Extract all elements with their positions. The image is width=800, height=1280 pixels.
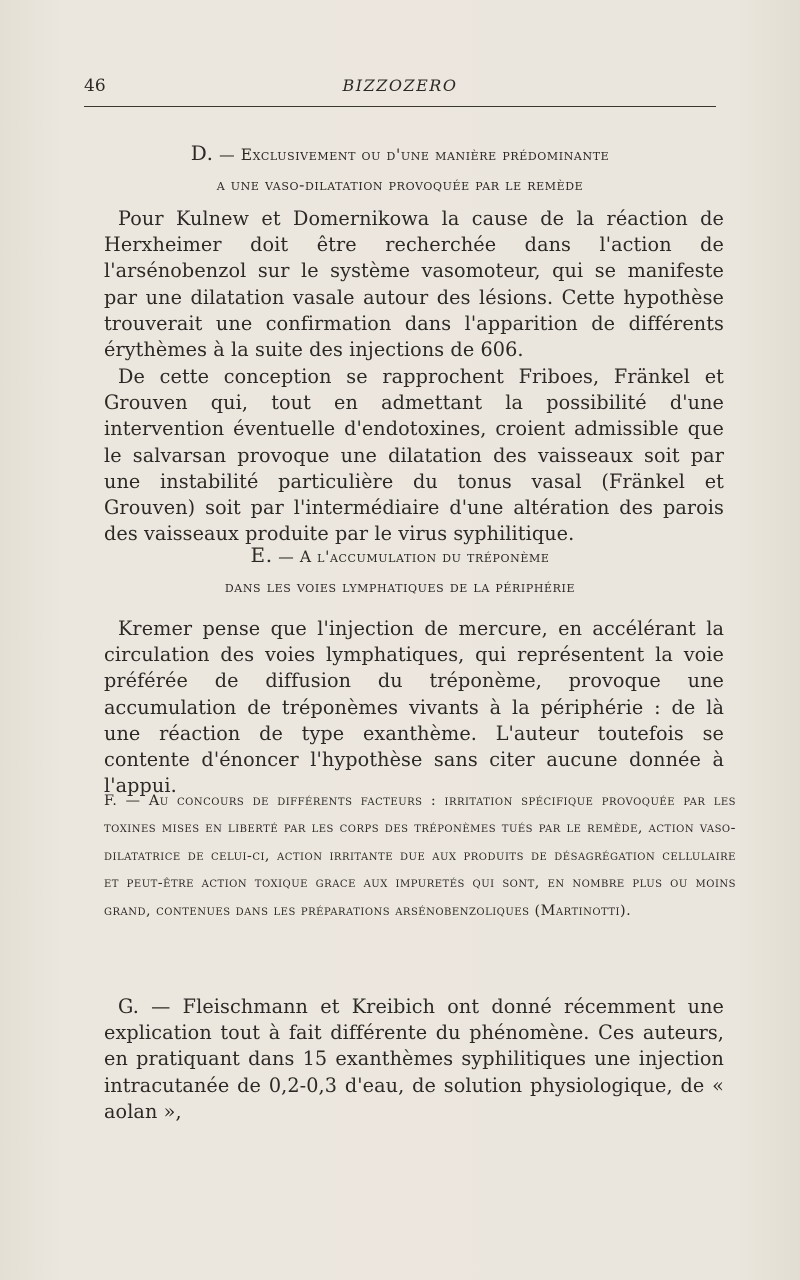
section-d-heading [100,138,700,200]
section-d-heading-line2: a une vaso-dilatation provoquée par le remède [216,176,584,194]
header-rule [84,106,716,107]
section-e-heading [100,540,700,602]
section-e-paragraph-1: Kremer pense que l'injection de mercure, en accélérant la circulation des voies lymphatiques, qui représentent la voie préférée de diffusion du tréponème, provoque une accumulation de tréponèmes vivants à la périphérie : de là une réaction de type exanthème. L'auteur toutefois se contente d'énoncer l'hypothèse sans citer aucune donnée à l'appui. [104,617,724,798]
section-d-heading-line1: D. — Exclusivement ou d'une manière prédominante [190,141,610,165]
section-f-paragraph: F. — Au concours de différents facteurs : irritation spécifique provoquée par les toxines mises en liberté par les corps des tréponèmes tués par le remède, action vaso-dilatatrice de celui-ci, action irritante due aux produits de désagrégation cellulaire et peut-être action toxique grace aux impuretés qui sont, en nombre plus ou moins grand, contenues dans les préparations arsénobenzoliques (Martinotti). [104,793,736,919]
section-d-paragraph-1: Pour Kulnew et Domernikowa la cause de la réaction de Herxheimer doit être recherchée dans l'action de l'arsénobenzol sur le système vasomoteur, qui se manifeste par une dilatation vasale autour des lésions. Cette hypothèse trouverait une confirmation dans l'apparition de différents érythèmes à la suite des injections de 606. [104,207,724,362]
section-g-paragraph-1: G. — Fleischmann et Kreibich ont donné récemment une explication tout à fait différente du phénomène. Ces auteurs, en pratiquant dans 15 exanthèmes syphilitiques une injection intracutanée de 0,2-0,3 d'eau, de solution physiologique, de « aolan », [104,995,724,1123]
section-e-heading-line1: E. — A l'accumulation du tréponème [250,543,550,567]
section-d-paragraph-2: De cette conception se rapprochent Friboes, Fränkel et Grouven qui, tout en admettant la possibilité d'une intervention éventuelle d'endotoxines, croient admissible que le salvarsan provoque une dilatation des vaisseaux soit par une instabilité particulière du tonus vasal (Fränkel et Grouven) soit par l'intermédiaire d'une altération des parois des vaisseaux produite par le virus syphilitique. [104,365,724,546]
page-number: 46 [84,76,106,96]
section-e-heading-line2: dans les voies lymphatiques de la périphérie [224,578,576,596]
running-head: BIZZOZERO [342,76,458,95]
page-header [84,76,716,98]
